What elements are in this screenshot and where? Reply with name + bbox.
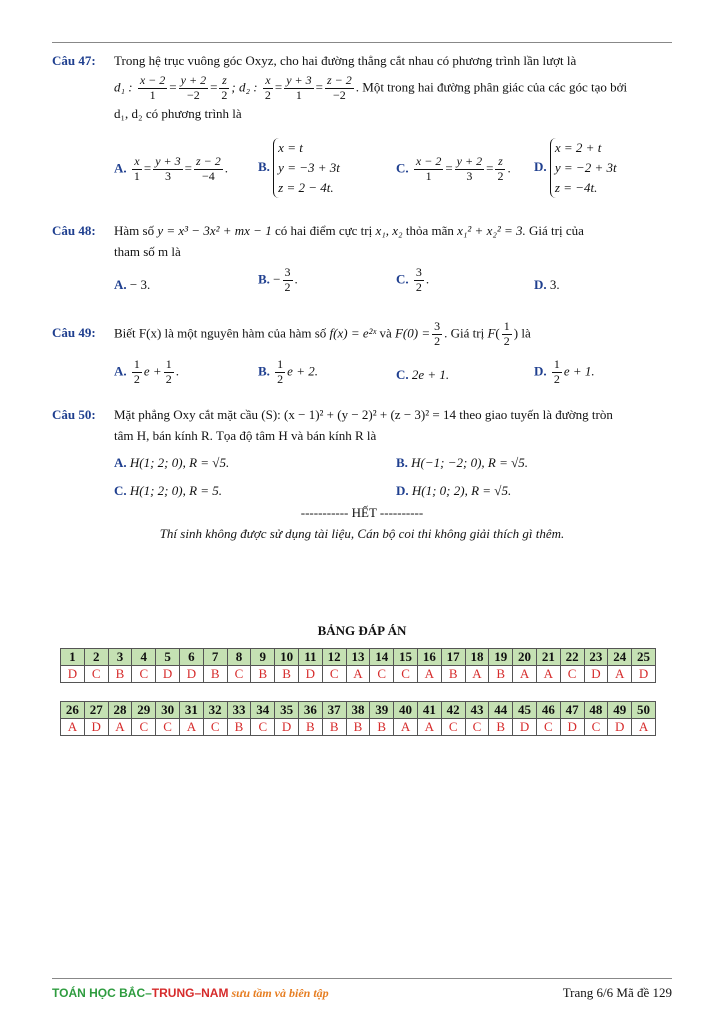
answer-value-cell: B [251,666,275,683]
question-line: d₁, d₂ có phương trình là [114,105,242,121]
line-equations: d₁ : $\frac{x - 2}{1}$ = $\frac{y + 2}{-2}$ = $\frac{z}{2}$ ; d₂ : $\frac{x}{2}$ = $\frac{y + 3}{1}$ = $\frac{z - 2}{-2}$ . Một trong hai đường phân giác của các góc tạo bởi [114,73,628,102]
answer-value-row [61,666,656,683]
answer-value-cell: C [560,666,584,683]
answer-number-cell: 27 [84,702,108,719]
answer-value-cell: B [322,719,346,736]
answer-value-cell: C [322,666,346,683]
question-48 [52,220,672,294]
answer-number-cell: 12 [322,649,346,666]
answer-number-row [61,702,656,719]
question-49 [52,319,672,386]
answer-number-cell: 9 [251,649,275,666]
answer-number-cell: 10 [275,649,299,666]
answer-number-cell: 39 [370,702,394,719]
answer-number-cell: 42 [441,702,465,719]
question-text: Mặt phẳng Oxy cắt mặt cầu (S): (x − 1)² + (y − 2)² + (z − 3)² = 14 theo giao tuyến là đường tròn [114,407,613,422]
answer-value-cell: B [298,719,322,736]
answer-value-cell: B [370,719,394,736]
answer-number-cell: 38 [346,702,370,719]
answer-value-cell: D [632,666,656,683]
answer-number-cell: 17 [441,649,465,666]
question-label: Câu 47: [52,53,96,68]
answer-number-cell: 4 [132,649,156,666]
answer-number-cell: 48 [584,702,608,719]
answer-value-cell: C [251,719,275,736]
option-a[interactable]: A. $\frac{1}{2}$ e + $\frac{1}{2}$ . [114,357,179,386]
option-a[interactable]: A. $\frac{x}{1}$ = $\frac{y + 3}{3}$ = $\frac{z - 2}{-4}$ . [114,154,229,183]
bottom-rule [52,978,672,979]
answer-number-cell: 7 [203,649,227,666]
option-b[interactable]: B. x = t y = −3 + 3t z = 2 − 4t. [258,138,340,198]
top-rule [52,42,672,43]
answer-value-cell: B [346,719,370,736]
answer-number-cell: 47 [560,702,584,719]
question-label: Câu 48: [52,223,96,238]
answer-value-cell: C [203,719,227,736]
answer-value-cell: B [203,666,227,683]
answer-number-cell: 26 [61,702,85,719]
answer-number-cell: 36 [298,702,322,719]
fraction: $\frac{x - 2}{1}$ [139,73,166,102]
answer-number-cell: 3 [108,649,132,666]
answer-value-cell: B [489,719,513,736]
answer-value-cell: A [179,719,203,736]
answer-number-cell: 23 [584,649,608,666]
answer-value-cell: C [132,666,156,683]
fraction: $\frac{z}{2}$ [221,73,228,102]
answer-value-cell: B [275,666,299,683]
question-line: tâm H, bán kính R. Tọa độ tâm H và bán kính R là [114,428,377,443]
answer-value-row [61,719,656,736]
answer-value-cell: D [513,719,537,736]
answer-value-cell: B [489,666,513,683]
answer-value-cell: B [441,666,465,683]
answer-value-cell: A [61,719,85,736]
answer-number-cell: 37 [322,702,346,719]
question-text: Hàm số y = x³ − 3x² + mx − 1 có hai điểm cực trị x₁, x₂ thỏa mãn x₁² + x₂² = 3. Giá trị của [114,223,584,238]
option-a[interactable]: A. H(1; 2; 0), R = √5. [114,455,230,470]
option-d[interactable]: D. 3. [534,277,560,292]
answer-value-cell: C [84,666,108,683]
answer-number-cell: 44 [489,702,513,719]
question-label: Câu 49: [52,325,96,340]
question-label: Câu 50: [52,407,96,422]
answer-number-cell: 16 [417,649,441,666]
answer-value-cell: A [608,666,632,683]
answer-value-cell: D [584,666,608,683]
option-d[interactable]: D. $\frac{1}{2}$ e + 1. [534,357,595,386]
answer-table-2 [60,701,656,736]
answer-number-cell: 11 [298,649,322,666]
answer-number-cell: 40 [394,702,418,719]
option-b[interactable]: B. $\frac{1}{2}$ e + 2. [258,357,318,386]
answer-number-cell: 32 [203,702,227,719]
option-c[interactable]: C. $\frac{3}{2}$ . [396,265,430,294]
answer-number-cell: 49 [608,702,632,719]
fraction: $\frac{y + 3}{1}$ [286,73,312,102]
answer-number-cell: 5 [156,649,180,666]
answer-value-cell: C [156,719,180,736]
option-a[interactable]: A. − 3. [114,277,151,292]
answer-number-cell: 24 [608,649,632,666]
answer-number-cell: 50 [632,702,656,719]
footer-brand: TOÁN HỌC BẮC–TRUNG–NAM sưu tầm và biên tập [52,986,329,1000]
answer-value-cell: A [394,719,418,736]
option-c[interactable]: C. 2e + 1. [396,367,450,382]
end-mark: ----------- HẾT ---------- [300,505,424,520]
question-line: tham số m là [114,244,181,259]
answer-value-cell: B [108,666,132,683]
fraction: $\frac{x}{2}$ [264,73,271,102]
answer-value-cell: D [560,719,584,736]
answer-value-cell: D [275,719,299,736]
answer-number-cell: 6 [179,649,203,666]
answer-number-cell: 15 [394,649,418,666]
answer-value-cell: A [417,719,441,736]
answer-value-cell: D [84,719,108,736]
answer-value-cell: A [536,666,560,683]
answer-number-cell: 46 [536,702,560,719]
answer-number-cell: 18 [465,649,489,666]
answer-value-cell: D [608,719,632,736]
answer-number-cell: 13 [346,649,370,666]
answer-number-cell: 1 [61,649,85,666]
answer-number-cell: 20 [513,649,537,666]
answer-number-cell: 30 [156,702,180,719]
fraction: $\frac{y + 2}{-2}$ [180,73,207,102]
answer-number-cell: 25 [632,649,656,666]
option-b[interactable]: B. H(−1; −2; 0), R = √5. [396,455,529,470]
answer-value-cell: A [346,666,370,683]
page-indicator: Trang 6/6 Mã đề 129 [562,985,672,1000]
question-47 [52,50,672,195]
question-text: Biết F(x) là một nguyên hàm của hàm số f(x) = e²ˣ và F(0) = $\frac{3}{2}$ . Giá trị F( $\frac{1}{2}$ ) là [114,319,531,348]
answer-number-cell: 35 [275,702,299,719]
answer-number-cell: 21 [536,649,560,666]
answer-number-cell: 31 [179,702,203,719]
answer-value-cell: C [227,666,251,683]
option-c[interactable]: C. $\frac{x - 2}{1}$ = $\frac{y + 2}{3}$ = $\frac{z}{2}$ . [396,154,511,183]
answer-table-1 [60,648,656,683]
option-d[interactable]: D. H(1; 0; 2), R = √5. [396,483,512,498]
answer-value-cell: C [584,719,608,736]
answer-number-row [61,649,656,666]
fraction: $\frac{z - 2}{-2}$ [326,73,352,102]
option-b[interactable]: B. − $\frac{3}{2}$ . [258,265,298,294]
answer-value-cell: A [417,666,441,683]
answer-value-cell: C [132,719,156,736]
answer-value-cell: D [179,666,203,683]
answer-number-cell: 45 [513,702,537,719]
answer-value-cell: C [394,666,418,683]
answer-value-cell: C [441,719,465,736]
question-intro: Trong hệ trục vuông góc Oxyz, cho hai đường thẳng cắt nhau có phương trình lần lượt là [114,53,577,68]
answer-number-cell: 28 [108,702,132,719]
answer-value-cell: A [465,666,489,683]
answer-value-cell: A [513,666,537,683]
answer-number-cell: 8 [227,649,251,666]
answer-table-title: BẢNG ĐÁP ÁN [317,623,407,638]
answer-value-cell: B [227,719,251,736]
answer-number-cell: 19 [489,649,513,666]
answer-number-cell: 22 [560,649,584,666]
option-c[interactable]: C. H(1; 2; 0), R = 5. [114,483,223,498]
answer-number-cell: 14 [370,649,394,666]
answer-number-cell: 34 [251,702,275,719]
answer-value-cell: C [536,719,560,736]
question-50 [52,404,672,498]
answer-value-cell: C [465,719,489,736]
answer-value-cell: A [632,719,656,736]
option-d[interactable]: D. x = 2 + t y = −2 + 3t z = −4t. [534,138,617,198]
answer-number-cell: 41 [417,702,441,719]
answer-value-cell: D [156,666,180,683]
answer-value-cell: D [61,666,85,683]
answer-number-cell: 29 [132,702,156,719]
exam-note: Thí sinh không được sử dụng tài liệu, Cán bộ coi thi không giải thích gì thêm. [159,526,565,541]
answer-number-cell: 33 [227,702,251,719]
answer-number-cell: 43 [465,702,489,719]
answer-value-cell: C [370,666,394,683]
answer-value-cell: A [108,719,132,736]
answer-value-cell: D [298,666,322,683]
answer-number-cell: 2 [84,649,108,666]
